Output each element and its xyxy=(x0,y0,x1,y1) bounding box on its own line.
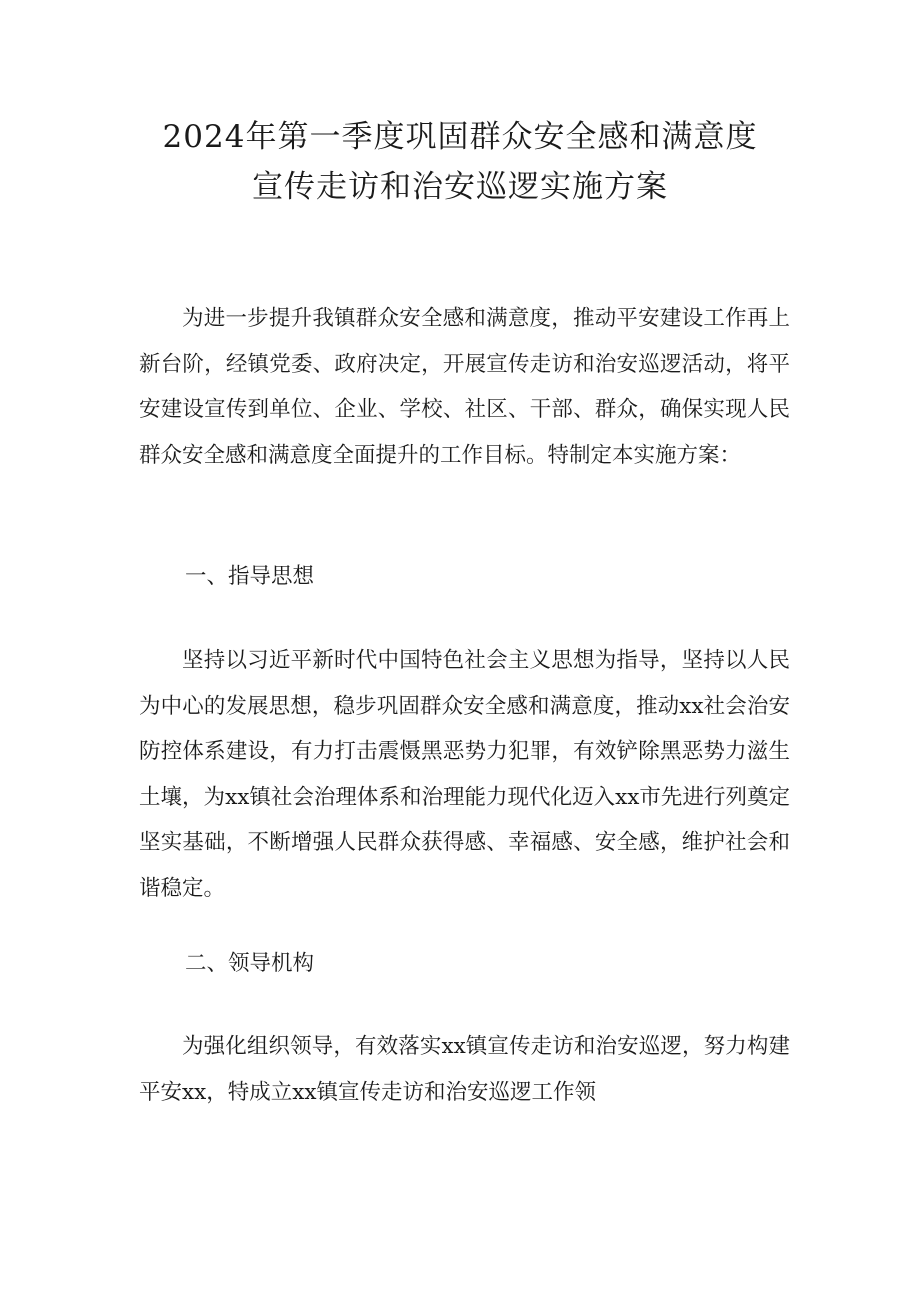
title-line-2: 宣传走访和治安巡逻实施方案 xyxy=(252,169,668,205)
document-title xyxy=(60,112,860,212)
leadership-paragraph: 为强化组织领导，有效落实xx镇宣传走访和治安巡逻，努力构建平安xx，特成立xx镇宣传走访和治安巡逻工作领 xyxy=(139,1034,790,1105)
intro-paragraph: 为进一步提升我镇群众安全感和满意度，推动平安建设工作再上新台阶，经镇党委、政府决定，开展宣传走访和治安巡逻活动，将平安建设宣传到单位、企业、学校、社区、干部、群众，确保实现人民群众安全感和满意度全面提升的工作目标。特制定本实施方案： xyxy=(139,306,790,468)
guiding-ideology-paragraph: 坚持以习近平新时代中国特色社会主义思想为指导，坚持以人民为中心的发展思想，稳步巩固群众安全感和满意度，推动xx社会治安防控体系建设，有力打击震慑黑恶势力犯罪，有效铲除黑恶势力滋生土壤，为xx镇社会治理体系和治理能力现代化迈入xx市先进行列奠定坚实基础，不断增强人民群众获得感、幸福感、安全感，维护社会和谐稳定。 xyxy=(139,648,790,901)
title-line-1: 2024年第一季度巩固群众安全感和满意度 xyxy=(162,119,758,155)
section-heading-guiding-ideology: 一、指导思想 xyxy=(185,564,315,589)
section-heading-leadership: 二、领导机构 xyxy=(185,951,315,976)
